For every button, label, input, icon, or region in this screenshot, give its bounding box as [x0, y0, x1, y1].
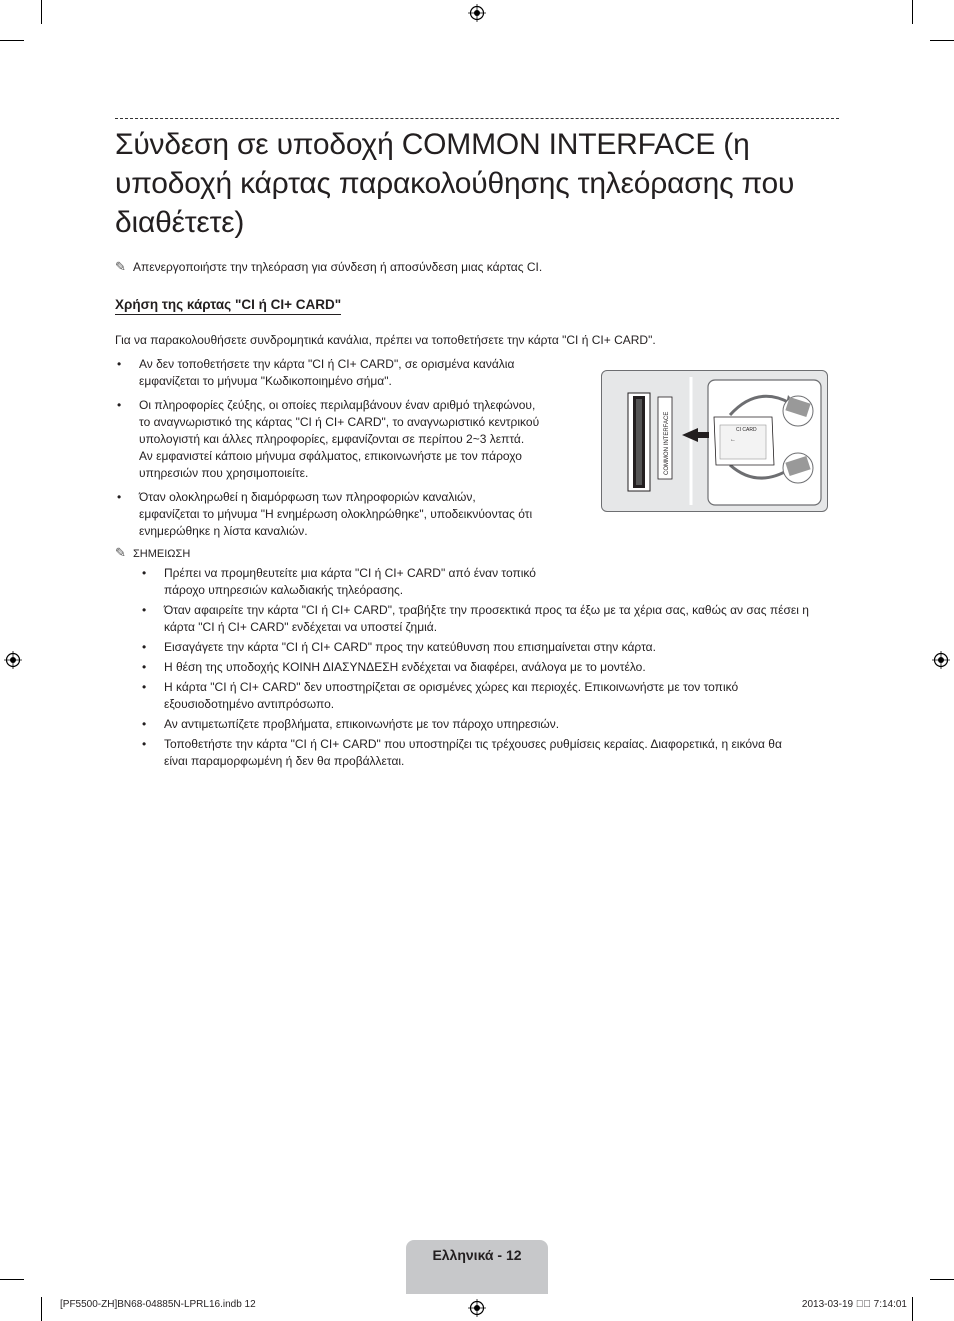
note-label: [115, 545, 190, 561]
list-item-line: • Οι πληροφορίες ζεύξης, οι οποίες περιλαμβάνουν έναν αριθμό τηλεφώνου,: [139, 398, 536, 412]
crop-mark: [0, 1279, 24, 1280]
list-item-line: υπολογιστή και άλλες πληροφορίες, εμφανίζονται σε περίπου 2~3 λεπτά.: [139, 432, 525, 446]
list-item: [140, 679, 809, 713]
list-item-line: • Όταν ολοκληρωθεί η διαμόρφωση των πληροφοριών καναλιών,: [139, 490, 476, 504]
section-bullet-list: [115, 356, 539, 547]
list-item-line: εμφανίζεται το μήνυμα "Η ενημέρωση ολοκληρώθηκε", υποδεικνύοντας ότι: [139, 507, 533, 521]
list-item: [140, 565, 809, 599]
title-line: υποδοχή κάρτας παρακολούθησης τηλεόρασης που: [115, 167, 795, 200]
list-item: [140, 602, 809, 636]
registration-mark-icon: [4, 651, 22, 669]
list-item-line: πάροχο υπηρεσιών καλωδιακής τηλεόρασης.: [164, 583, 404, 597]
list-item: [115, 397, 539, 482]
registration-mark-icon: [932, 651, 950, 669]
list-item-line: • Τοποθετήστε την κάρτα "CI ή CI+ CARD" που υποστηρίζει τις τρέχουσες ρυθμίσεις κεραίας. Διαφορετικά, η εικόνα θα: [164, 737, 782, 751]
registration-mark-icon: [468, 1299, 486, 1317]
crop-mark: [930, 40, 954, 41]
dashed-divider: [115, 118, 839, 119]
slot-label: COMMON INTERFACE: [664, 411, 670, 475]
ci-card-diagram: [602, 371, 827, 511]
page-number: Ελληνικά - 12: [432, 1247, 522, 1263]
list-item-line: • Πρέπει να προμηθευτείτε μια κάρτα "CI ή CI+ CARD" από έναν τοπικό: [164, 566, 536, 580]
crop-mark: [41, 0, 42, 24]
registration-mark-icon: [468, 4, 486, 22]
list-item-line: • Η θέση της υποδοχής ΚΟΙΝΗ ΔΙΑΣΥΝΔΕΣΗ ενδέχεται να διαφέρει, ανάλογα με το μοντέλο.: [164, 660, 646, 674]
title-line: Σύνδεση σε υποδοχή COMMON INTERFACE (η: [115, 128, 750, 161]
list-item-line: • Αν αντιμετωπίζετε προβλήματα, επικοινωνήστε με τον πάροχο υπηρεσιών.: [164, 717, 560, 731]
note-label-text: ΣΗΜΕΙΩΣΗ: [133, 548, 191, 560]
card-label: CI CARD: [736, 427, 757, 433]
list-item-line: είναι παραμορφωμένη ή δεν θα προβάλλεται.: [164, 754, 405, 768]
note-bullet-list: [140, 565, 809, 773]
pencil-note-icon: ✎: [115, 259, 126, 274]
list-item: [115, 489, 539, 540]
section-intro: Για να παρακολουθήσετε συνδρομητικά κανάλια, πρέπει να τοποθετήσετε την κάρτα "CI ή CI+ CARD".: [115, 333, 656, 347]
page-title: [115, 125, 845, 242]
crop-mark: [41, 1297, 42, 1321]
top-note: [115, 259, 542, 275]
list-item: [115, 356, 539, 390]
list-item-line: • Η κάρτα "CI ή CI+ CARD" δεν υποστηρίζεται σε ορισμένες χώρες και περιοχές. Επικοινωνήστε με τον τοπικό: [164, 680, 739, 694]
list-item: [140, 716, 809, 733]
list-item: [140, 736, 809, 770]
list-item-line: • Όταν αφαιρείτε την κάρτα "CI ή CI+ CARD", τραβήξτε την προσεκτικά προς τα έξω με τα χέρια σας, καθώς αν σας πέσει η: [164, 603, 809, 617]
list-item-line: κάρτα "CI ή CI+ CARD" ενδέχεται να υποστεί ζημιά.: [164, 620, 438, 634]
list-item-line: το αναγνωριστικό της κάρτας "CI ή CI+ CARD", το αναγνωριστικό κεντρικού: [139, 415, 540, 429]
list-item: [140, 639, 809, 656]
print-slug-left: [PF5500-ZH]BN68-04885N-LPRL16.indb 12: [60, 1299, 256, 1310]
crop-mark: [912, 1297, 913, 1321]
list-item: [140, 659, 809, 676]
list-item-line: υπηρεσιών που χρησιμοποιείτε.: [139, 466, 309, 480]
pencil-note-icon: ✎: [115, 545, 126, 560]
crop-mark: [930, 1279, 954, 1280]
list-item-line: • Εισαγάγετε την κάρτα "CI ή CI+ CARD" προς την κατεύθυνση που επισημαίνεται στην κάρτα.: [164, 640, 656, 654]
title-line: διαθέτετε): [115, 206, 245, 239]
print-slug-right: 2013-03-19 ￿￿ 7:14:01: [801, 1299, 907, 1310]
crop-mark: [0, 40, 24, 41]
top-note-text: Απενεργοποιήστε την τηλεόραση για σύνδεση ή αποσύνδεση μιας κάρτας CI.: [133, 260, 543, 274]
svg-text:←: ←: [730, 437, 736, 443]
page-number-tab: [406, 1240, 548, 1294]
ci-card-illustration: [601, 370, 828, 512]
list-item-line: εξουσιοδοτημένο αντιπρόσωπο.: [164, 697, 335, 711]
list-item-line: εμφανίζεται το μήνυμα "Κωδικοποιημένο σήμα".: [139, 374, 392, 388]
list-item-line: Αν εμφανιστεί κάποιο μήνυμα σφάλματος, επικοινωνήστε με τον πάροχο: [139, 449, 522, 463]
list-item-line: • Αν δεν τοποθετήσετε την κάρτα "CI ή CI+ CARD", σε ορισμένα κανάλια: [139, 357, 515, 371]
section-heading: Χρήση της κάρτας "CI ή CI+ CARD": [115, 297, 341, 315]
list-item-line: ενημερώθηκε η λίστα καναλιών.: [139, 524, 308, 538]
crop-mark: [912, 0, 913, 24]
